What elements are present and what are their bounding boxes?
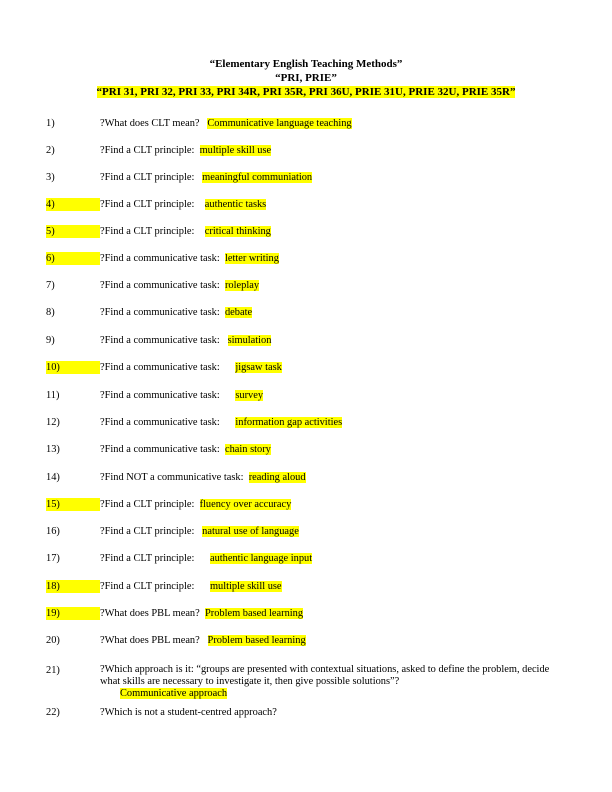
question-number: 9)	[46, 335, 55, 346]
document-subtitle: “PRI, PRIE”	[275, 72, 337, 84]
question-item	[0, 706, 612, 720]
answer-text: authentic language input	[209, 553, 313, 564]
question-number: 19)	[46, 607, 100, 620]
question-text: ?Find a communicative task:	[100, 253, 220, 264]
question-item	[0, 117, 612, 131]
question-number: 21)	[46, 665, 60, 676]
question-text: ?Find a communicative task:	[100, 444, 220, 455]
question-number: 17)	[46, 553, 60, 564]
question-number: 13)	[46, 444, 60, 455]
question-item	[0, 525, 612, 539]
question-item	[0, 389, 612, 403]
question-number: 3)	[46, 172, 55, 183]
answer-text: information gap activities	[235, 417, 343, 428]
question-number: 7)	[46, 280, 55, 291]
question-number: 6)	[46, 252, 100, 265]
question-line	[100, 552, 312, 565]
question-line	[100, 334, 271, 347]
question-item	[0, 498, 612, 512]
answer-text: critical thinking	[204, 226, 271, 237]
question-line	[100, 225, 271, 238]
answer-text: letter writing	[224, 253, 279, 264]
answer-text: jigsaw task	[235, 362, 282, 373]
question-item	[0, 171, 612, 185]
question-number: 22)	[46, 707, 60, 718]
answer-text: Communicative language teaching	[207, 118, 352, 129]
question-text: ?Find a CLT principle:	[100, 499, 195, 510]
answer-text: Communicative approach	[120, 688, 228, 699]
question-item	[0, 225, 612, 239]
question-text: ?Find a CLT principle:	[100, 226, 195, 237]
answer-text: chain story	[224, 444, 271, 455]
question-line	[100, 279, 259, 292]
question-item	[0, 443, 612, 457]
question-line	[100, 498, 291, 511]
question-text: ?Find a communicative task:	[100, 335, 220, 346]
question-item	[0, 552, 612, 566]
question-line	[100, 117, 352, 130]
answer-text: multiple skill use	[209, 581, 282, 592]
question-number: 16)	[46, 526, 60, 537]
question-item	[0, 252, 612, 266]
question-text: ?Find a CLT principle:	[100, 172, 195, 183]
question-item	[0, 144, 612, 158]
question-text: ?Find a CLT principle:	[100, 145, 195, 156]
question-text: ?What does PBL mean?	[100, 608, 200, 619]
answer-text: natural use of language	[202, 526, 299, 537]
question-text: ?Find a communicative task:	[100, 417, 220, 428]
question-line	[100, 580, 282, 593]
question-item	[0, 361, 612, 375]
question-text: ?Find a CLT principle:	[100, 526, 195, 537]
question-item	[0, 198, 612, 212]
question-line	[100, 144, 271, 157]
question-item	[0, 634, 612, 648]
question-line	[100, 416, 342, 429]
question-text: ?Find a communicative task:	[100, 362, 220, 373]
question-line	[100, 389, 263, 402]
question-line	[100, 634, 306, 647]
question-line	[100, 361, 282, 374]
question-number: 5)	[46, 225, 100, 238]
question-number: 14)	[46, 472, 60, 483]
answer-text: survey	[235, 390, 264, 401]
question-number: 18)	[46, 580, 100, 593]
question-number: 1)	[46, 118, 55, 129]
course-list-text: “PRI 31, PRI 32, PRI 33, PRI 34R, PRI 35R, PRI 36U, PRIE 31U, PRIE 32U, PRIE 35R”	[96, 86, 516, 98]
question-number: 15)	[46, 498, 100, 511]
answer-text: Problem based learning	[207, 635, 306, 646]
question-item	[0, 279, 612, 293]
question-item	[0, 607, 612, 621]
question-text-block	[100, 664, 570, 700]
question-item	[0, 664, 612, 699]
question-number: 11)	[46, 390, 60, 401]
question-item	[0, 306, 612, 320]
answer-text: roleplay	[224, 280, 260, 291]
answer-text: simulation	[227, 335, 272, 346]
question-text: ?Find NOT a communicative task:	[100, 472, 244, 483]
question-text: ?Which approach is it: “groups are presented with contextual situations, asked to define the problem, decide what skills are necessary to investigate it, then give possible solutions”?	[100, 664, 550, 687]
answer-text: debate	[224, 307, 253, 318]
answer-text: reading aloud	[248, 472, 306, 483]
question-line	[100, 198, 266, 211]
document-title: “Elementary English Teaching Methods”	[209, 58, 403, 70]
question-text: ?Find a communicative task:	[100, 280, 220, 291]
question-item	[0, 580, 612, 594]
question-item	[0, 416, 612, 430]
question-line	[100, 706, 277, 719]
question-text: ?Find a communicative task:	[100, 307, 220, 318]
question-number: 8)	[46, 307, 55, 318]
answer-text: meaningful communiation	[202, 172, 313, 183]
question-text: ?What does CLT mean?	[100, 118, 200, 129]
question-number: 12)	[46, 417, 60, 428]
question-line	[100, 252, 279, 265]
question-text: ?Find a communicative task:	[100, 390, 220, 401]
question-line	[100, 525, 299, 538]
question-line	[100, 171, 312, 184]
question-text: ?Which is not a student-centred approach?	[100, 707, 277, 718]
answer-text: fluency over accuracy	[199, 499, 292, 510]
course-list	[0, 86, 612, 99]
answer-text: multiple skill use	[199, 145, 272, 156]
question-item	[0, 471, 612, 485]
question-line	[100, 607, 303, 620]
question-number: 20)	[46, 635, 60, 646]
question-text: ?Find a CLT principle:	[100, 581, 195, 592]
question-text: ?Find a CLT principle:	[100, 553, 195, 564]
question-number: 10)	[46, 361, 100, 374]
question-line	[100, 471, 306, 484]
question-number: 2)	[46, 145, 55, 156]
question-number: 4)	[46, 198, 100, 211]
question-text: ?What does PBL mean?	[100, 635, 200, 646]
question-text: ?Find a CLT principle:	[100, 199, 195, 210]
question-line	[100, 443, 271, 456]
question-item	[0, 334, 612, 348]
question-line	[100, 306, 252, 319]
answer-text: authentic tasks	[204, 199, 267, 210]
answer-text: Problem based learning	[204, 608, 304, 619]
